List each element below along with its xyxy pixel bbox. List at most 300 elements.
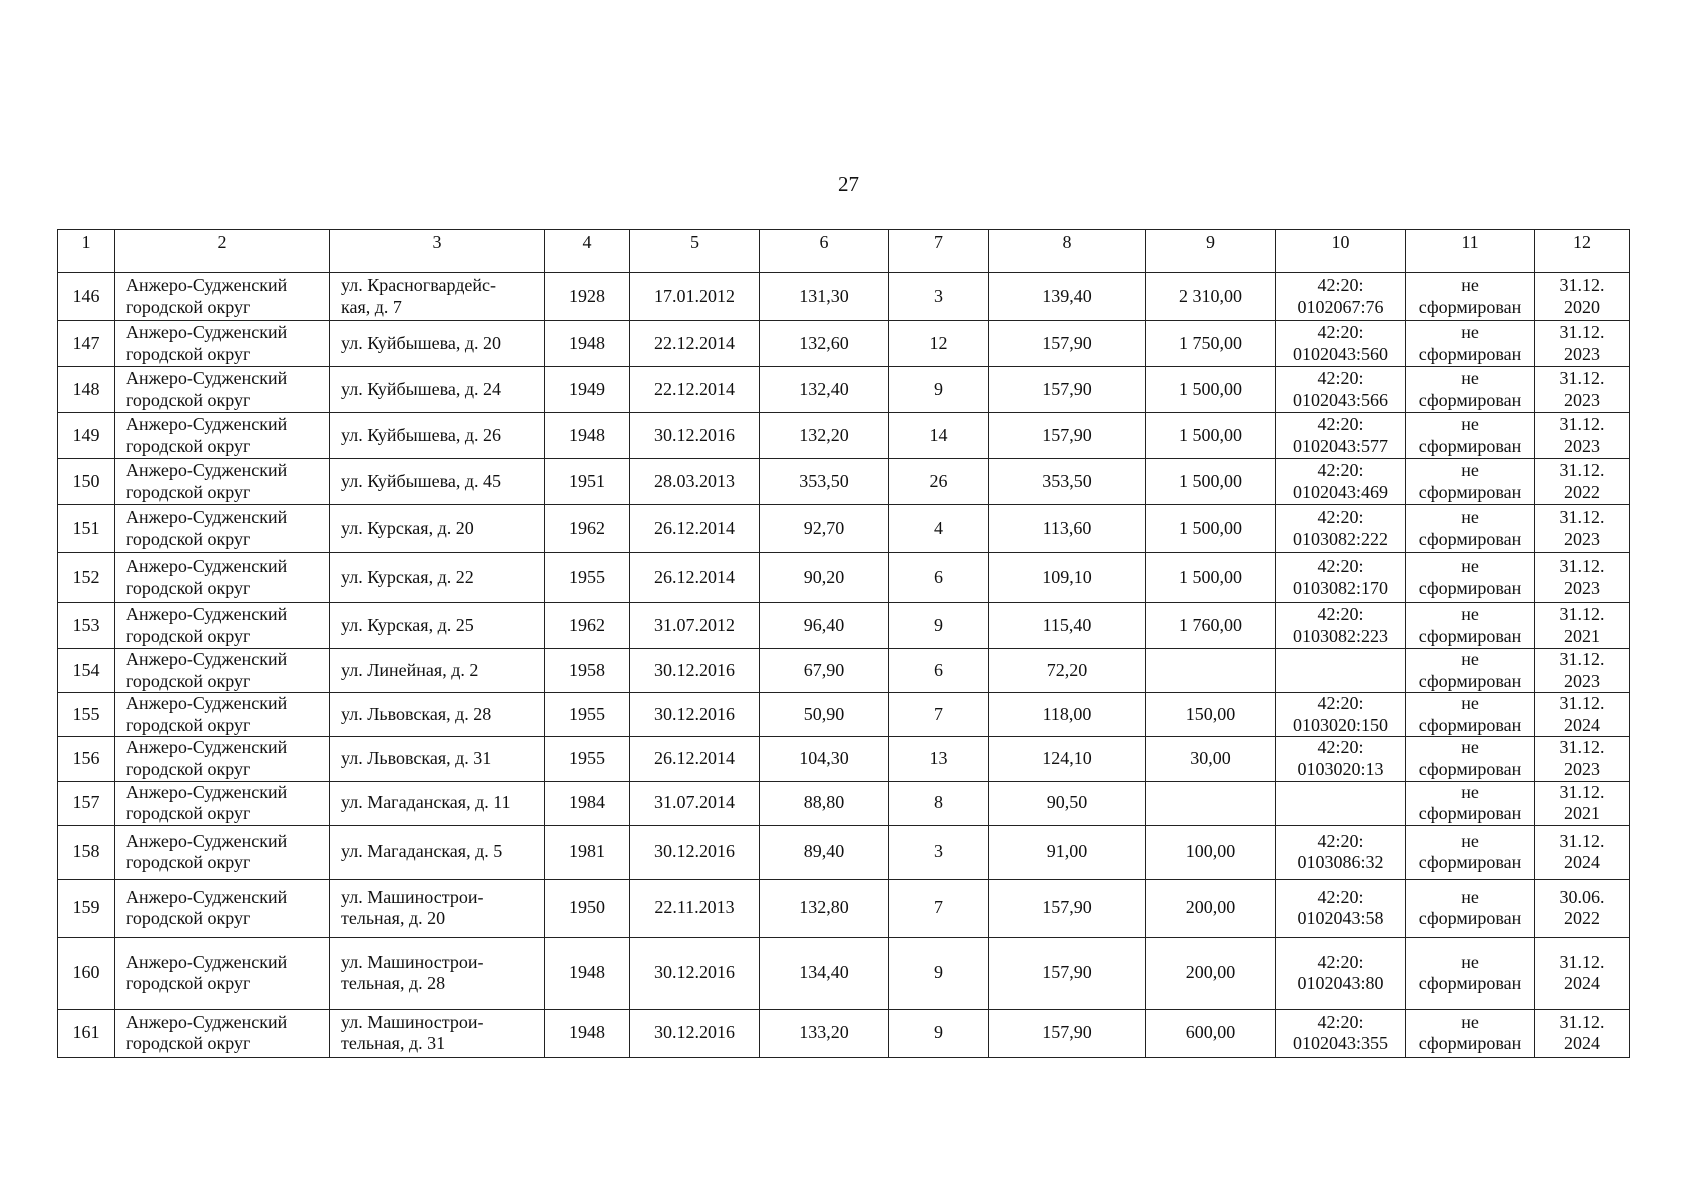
- address-cell: [330, 737, 545, 781]
- row-number-cell: [58, 937, 115, 1009]
- area-cell-line: 353,50: [799, 470, 849, 491]
- table-row: [58, 649, 1630, 693]
- total-area-cell-line: 157,90: [1042, 332, 1092, 353]
- date-cell: [630, 649, 760, 693]
- land-area-cell-line: 1 760,00: [1179, 614, 1242, 635]
- cadastral-cell-line: 42:20:: [1317, 737, 1364, 758]
- municipality-cell-line: Анжеро-Судженский: [126, 781, 288, 802]
- area-cell-line: 50,90: [803, 703, 845, 724]
- area-cell: [760, 321, 889, 367]
- row-number-cell-line: 158: [72, 841, 100, 862]
- row-number-cell-line: 161: [72, 1022, 100, 1043]
- municipality-cell-line: Анжеро-Судженский: [126, 1011, 288, 1032]
- residents-cell: [889, 693, 989, 737]
- year-cell-line: 1962: [569, 517, 605, 538]
- residents-cell-line: 14: [929, 424, 948, 445]
- municipality-cell-line: Анжеро-Судженский: [126, 693, 288, 714]
- land-area-cell-line: 1 750,00: [1179, 332, 1242, 353]
- municipality-cell-line: Анжеро-Судженский: [126, 459, 288, 480]
- municipality-cell-line: городской округ: [126, 577, 251, 598]
- cadastral-cell-line: 0102043:80: [1297, 973, 1384, 994]
- area-cell-line: 88,80: [803, 792, 845, 813]
- total-area-cell-line: 124,10: [1042, 748, 1092, 769]
- address-cell-line: ул. Линейная, д. 2: [341, 659, 479, 680]
- table-row: [58, 937, 1630, 1009]
- deadline-cell-line: 2023: [1564, 670, 1600, 691]
- date-cell: [630, 737, 760, 781]
- year-cell: [545, 367, 630, 413]
- cadastral-cell: [1276, 553, 1406, 603]
- deadline-cell-line: 31.12.: [1559, 737, 1605, 758]
- municipality-cell: [115, 505, 330, 553]
- year-cell: [545, 413, 630, 459]
- table-row: [58, 1009, 1630, 1057]
- column-header: 6: [760, 230, 889, 273]
- municipality-cell: [115, 273, 330, 321]
- municipality-cell: [115, 413, 330, 459]
- municipality-cell-line: Анжеро-Судженский: [126, 413, 288, 434]
- column-header: 11: [1406, 230, 1535, 273]
- column-header: 4: [545, 230, 630, 273]
- municipality-cell-line: городской округ: [126, 343, 251, 364]
- cadastral-cell: [1276, 321, 1406, 367]
- year-cell: [545, 937, 630, 1009]
- date-cell: [630, 553, 760, 603]
- municipality-cell: [115, 553, 330, 603]
- cadastral-cell: [1276, 879, 1406, 937]
- row-number-cell-line: 146: [72, 285, 100, 306]
- date-cell: [630, 693, 760, 737]
- land-area-cell: [1146, 693, 1276, 737]
- area-cell-line: 67,90: [803, 659, 845, 680]
- status-cell: [1406, 321, 1535, 367]
- municipality-cell-line: городской округ: [126, 481, 251, 502]
- column-header: 7: [889, 230, 989, 273]
- column-header: 9: [1146, 230, 1276, 273]
- total-area-cell-line: 113,60: [1042, 517, 1092, 538]
- status-cell-line: сформирован: [1418, 973, 1522, 994]
- status-cell-line: не: [1461, 603, 1479, 624]
- cadastral-cell-line: 42:20:: [1317, 951, 1364, 972]
- residents-cell-line: 6: [934, 659, 943, 680]
- residents-cell-line: 26: [929, 470, 948, 491]
- status-cell-line: не: [1461, 781, 1479, 802]
- cadastral-cell: [1276, 413, 1406, 459]
- land-area-cell-line: 1 500,00: [1179, 424, 1242, 445]
- date-cell-line: 31.07.2014: [654, 792, 735, 813]
- cadastral-cell: [1276, 737, 1406, 781]
- cadastral-cell-line: 42:20:: [1317, 506, 1364, 527]
- status-cell: [1406, 505, 1535, 553]
- date-cell-line: 26.12.2014: [654, 566, 735, 587]
- deadline-cell-line: 31.12.: [1559, 459, 1605, 480]
- deadline-cell-line: 2020: [1564, 296, 1600, 317]
- land-area-cell-line: 100,00: [1185, 841, 1236, 862]
- date-cell-line: 17.01.2012: [654, 285, 735, 306]
- deadline-cell: [1535, 1009, 1630, 1057]
- deadline-cell-line: 31.12.: [1559, 413, 1605, 434]
- date-cell: [630, 879, 760, 937]
- address-cell: [330, 321, 545, 367]
- status-cell-line: сформирован: [1418, 670, 1522, 691]
- area-cell: [760, 1009, 889, 1057]
- total-area-cell-line: 118,00: [1042, 703, 1092, 724]
- address-cell: [330, 825, 545, 879]
- row-number-cell-line: 157: [72, 792, 100, 813]
- date-cell-line: 30.12.2016: [654, 1022, 735, 1043]
- total-area-cell: [989, 649, 1146, 693]
- municipality-cell: [115, 693, 330, 737]
- date-cell: [630, 825, 760, 879]
- cadastral-cell-line: 0103086:32: [1297, 852, 1384, 873]
- status-cell: [1406, 273, 1535, 321]
- deadline-cell: [1535, 603, 1630, 649]
- date-cell-line: 22.12.2014: [654, 378, 735, 399]
- municipality-cell: [115, 1009, 330, 1057]
- status-cell-line: не: [1461, 693, 1479, 714]
- municipality-cell-line: городской округ: [126, 296, 251, 317]
- address-cell-line: ул. Куйбышева, д. 26: [341, 424, 501, 445]
- area-cell: [760, 505, 889, 553]
- date-cell: [630, 1009, 760, 1057]
- total-area-cell: [989, 737, 1146, 781]
- municipality-cell-line: Анжеро-Судженский: [126, 737, 288, 758]
- deadline-cell: [1535, 321, 1630, 367]
- row-number-cell: [58, 273, 115, 321]
- year-cell-line: 1948: [569, 1022, 605, 1043]
- status-cell: [1406, 781, 1535, 825]
- row-number-cell-line: 152: [72, 566, 100, 587]
- row-number-cell-line: 154: [72, 659, 100, 680]
- residents-cell-line: 8: [934, 792, 943, 813]
- land-area-cell-line: 200,00: [1185, 897, 1236, 918]
- residents-cell-line: 12: [929, 332, 948, 353]
- total-area-cell: [989, 553, 1146, 603]
- date-cell-line: 30.12.2016: [654, 424, 735, 445]
- total-area-cell-line: 157,90: [1042, 897, 1092, 918]
- address-cell-line: ул. Куйбышева, д. 24: [341, 378, 501, 399]
- year-cell-line: 1955: [569, 703, 605, 724]
- year-cell-line: 1928: [569, 285, 605, 306]
- residents-cell: [889, 879, 989, 937]
- status-cell: [1406, 937, 1535, 1009]
- cadastral-cell-line: 42:20:: [1317, 830, 1364, 851]
- deadline-cell-line: 2023: [1564, 343, 1600, 364]
- land-area-cell: [1146, 781, 1276, 825]
- area-cell: [760, 603, 889, 649]
- municipality-cell-line: городской округ: [126, 389, 251, 410]
- date-cell: [630, 413, 760, 459]
- date-cell-line: 30.12.2016: [654, 841, 735, 862]
- address-cell: [330, 413, 545, 459]
- municipality-cell-line: городской округ: [126, 852, 251, 873]
- date-cell: [630, 781, 760, 825]
- municipality-cell: [115, 879, 330, 937]
- status-cell-line: сформирован: [1418, 803, 1522, 824]
- address-cell-line: ул. Магаданская, д. 5: [341, 841, 503, 862]
- status-cell: [1406, 459, 1535, 505]
- cadastral-cell-line: 42:20:: [1317, 1011, 1364, 1032]
- area-cell: [760, 737, 889, 781]
- land-area-cell-line: 150,00: [1185, 703, 1236, 724]
- cadastral-cell-line: 0103082:222: [1292, 528, 1388, 549]
- page-number: 27: [838, 172, 859, 196]
- table-row: [58, 367, 1630, 413]
- residents-cell: [889, 505, 989, 553]
- municipality-cell: [115, 603, 330, 649]
- residents-cell-line: 3: [934, 841, 943, 862]
- cadastral-cell-line: 0103082:170: [1292, 577, 1388, 598]
- residents-cell: [889, 321, 989, 367]
- address-cell: [330, 649, 545, 693]
- address-cell-line: ул. Машинострои-: [341, 886, 484, 907]
- address-cell-line: ул. Курская, д. 22: [341, 566, 474, 587]
- deadline-cell-line: 31.12.: [1559, 1011, 1605, 1032]
- cadastral-cell-line: 42:20:: [1317, 555, 1364, 576]
- year-cell: [545, 737, 630, 781]
- area-cell: [760, 693, 889, 737]
- total-area-cell: [989, 937, 1146, 1009]
- land-area-cell: [1146, 649, 1276, 693]
- address-cell-line: ул. Курская, д. 20: [341, 517, 474, 538]
- column-header: 2: [115, 230, 330, 273]
- table-row: [58, 693, 1630, 737]
- year-cell: [545, 879, 630, 937]
- status-cell: [1406, 693, 1535, 737]
- area-cell-line: 104,30: [799, 748, 849, 769]
- row-number-cell: [58, 825, 115, 879]
- residents-cell: [889, 273, 989, 321]
- row-number-cell-line: 153: [72, 614, 100, 635]
- cadastral-cell-line: 0102043:58: [1297, 908, 1384, 929]
- area-cell-line: 133,20: [799, 1022, 849, 1043]
- land-area-cell: [1146, 879, 1276, 937]
- deadline-cell: [1535, 367, 1630, 413]
- address-cell: [330, 781, 545, 825]
- municipality-cell-line: Анжеро-Судженский: [126, 603, 288, 624]
- cadastral-cell-line: 0102043:355: [1292, 1033, 1388, 1054]
- area-cell-line: 89,40: [803, 841, 845, 862]
- total-area-cell: [989, 603, 1146, 649]
- residents-cell: [889, 937, 989, 1009]
- status-cell-line: сформирован: [1418, 435, 1522, 456]
- total-area-cell-line: 157,90: [1042, 962, 1092, 983]
- table-row: [58, 413, 1630, 459]
- column-header: 8: [989, 230, 1146, 273]
- year-cell: [545, 273, 630, 321]
- area-cell: [760, 879, 889, 937]
- address-cell-line: ул. Куйбышева, д. 20: [341, 332, 501, 353]
- deadline-cell: [1535, 693, 1630, 737]
- table-row: [58, 825, 1630, 879]
- land-area-cell: [1146, 737, 1276, 781]
- total-area-cell-line: 157,90: [1042, 378, 1092, 399]
- status-cell-line: сформирован: [1418, 758, 1522, 779]
- total-area-cell-line: 72,20: [1046, 659, 1088, 680]
- municipality-cell-line: Анжеро-Судженский: [126, 649, 288, 669]
- total-area-cell: [989, 459, 1146, 505]
- cadastral-cell-line: 0102043:566: [1292, 389, 1388, 410]
- cadastral-cell-line: 42:20:: [1317, 603, 1364, 624]
- residents-cell-line: 13: [929, 748, 948, 769]
- deadline-cell-line: 2024: [1564, 1033, 1600, 1054]
- row-number-cell: [58, 1009, 115, 1057]
- total-area-cell: [989, 413, 1146, 459]
- row-number-cell-line: 148: [72, 378, 100, 399]
- status-cell-line: сформирован: [1418, 528, 1522, 549]
- date-cell-line: 22.12.2014: [654, 332, 735, 353]
- year-cell-line: 1984: [569, 792, 605, 813]
- year-cell-line: 1951: [569, 470, 605, 491]
- cadastral-cell-line: 0102043:577: [1292, 435, 1388, 456]
- cadastral-cell-line: 42:20:: [1317, 459, 1364, 480]
- year-cell-line: 1948: [569, 424, 605, 445]
- land-area-cell: [1146, 367, 1276, 413]
- total-area-cell: [989, 825, 1146, 879]
- area-cell-line: 134,40: [799, 962, 849, 983]
- residents-cell-line: 9: [934, 614, 943, 635]
- date-cell: [630, 505, 760, 553]
- deadline-cell-line: 31.12.: [1559, 693, 1605, 714]
- municipality-cell-line: Анжеро-Судженский: [126, 951, 288, 972]
- residents-cell-line: 9: [934, 962, 943, 983]
- date-cell-line: 26.12.2014: [654, 517, 735, 538]
- residents-cell-line: 3: [934, 285, 943, 306]
- area-cell: [760, 937, 889, 1009]
- status-cell-line: сформирован: [1418, 1033, 1522, 1054]
- date-cell-line: 28.03.2013: [654, 470, 735, 491]
- table-row: [58, 879, 1630, 937]
- address-cell-line: ул. Курская, д. 25: [341, 614, 474, 635]
- cadastral-cell: [1276, 649, 1406, 693]
- column-header: 3: [330, 230, 545, 273]
- total-area-cell: [989, 505, 1146, 553]
- address-cell-line: ул. Магаданская, д. 11: [341, 792, 511, 813]
- residents-cell: [889, 781, 989, 825]
- cadastral-cell-line: 42:20:: [1317, 274, 1364, 295]
- land-area-cell-line: 30,00: [1190, 748, 1231, 769]
- status-cell-line: не: [1461, 951, 1479, 972]
- municipality-cell-line: Анжеро-Судженский: [126, 506, 288, 527]
- deadline-cell-line: 2022: [1564, 908, 1600, 929]
- deadline-cell-line: 30.06.: [1559, 886, 1605, 907]
- cadastral-cell: [1276, 825, 1406, 879]
- date-cell-line: 30.12.2016: [654, 659, 735, 680]
- cadastral-cell: [1276, 505, 1406, 553]
- year-cell-line: 1955: [569, 748, 605, 769]
- column-header: 12: [1535, 230, 1630, 273]
- area-cell: [760, 459, 889, 505]
- address-cell: [330, 367, 545, 413]
- row-number-cell-line: 160: [72, 962, 100, 983]
- area-cell: [760, 367, 889, 413]
- address-cell: [330, 1009, 545, 1057]
- status-cell-line: не: [1461, 274, 1479, 295]
- status-cell-line: сформирован: [1418, 625, 1522, 646]
- status-cell-line: сформирован: [1418, 714, 1522, 735]
- area-cell-line: 132,20: [799, 424, 849, 445]
- cadastral-cell: [1276, 367, 1406, 413]
- address-cell-line: ул. Куйбышева, д. 45: [341, 470, 501, 491]
- address-cell-line: кая, д. 7: [341, 296, 402, 317]
- cadastral-cell-line: 0102043:469: [1292, 481, 1388, 502]
- municipality-cell: [115, 649, 330, 693]
- residents-cell: [889, 649, 989, 693]
- deadline-cell: [1535, 413, 1630, 459]
- status-cell: [1406, 825, 1535, 879]
- status-cell-line: сформирован: [1418, 481, 1522, 502]
- municipality-cell-line: городской округ: [126, 973, 251, 994]
- row-number-cell: [58, 693, 115, 737]
- year-cell-line: 1962: [569, 614, 605, 635]
- row-number-cell-line: 155: [72, 703, 100, 724]
- land-area-cell-line: 1 500,00: [1179, 566, 1242, 587]
- cadastral-cell-line: 0103082:223: [1292, 625, 1388, 646]
- column-header: 5: [630, 230, 760, 273]
- row-number-cell: [58, 505, 115, 553]
- area-cell: [760, 825, 889, 879]
- deadline-cell-line: 31.12.: [1559, 274, 1605, 295]
- status-cell: [1406, 737, 1535, 781]
- total-area-cell-line: 91,00: [1046, 841, 1088, 862]
- address-cell-line: ул. Машинострои-: [341, 1011, 484, 1032]
- address-cell-line: ул. Красногвардейс-: [341, 274, 496, 295]
- land-area-cell: [1146, 825, 1276, 879]
- status-cell-line: не: [1461, 555, 1479, 576]
- municipality-cell-line: городской округ: [126, 435, 251, 456]
- deadline-cell: [1535, 879, 1630, 937]
- row-number-cell: [58, 879, 115, 937]
- land-area-cell: [1146, 413, 1276, 459]
- total-area-cell-line: 139,40: [1042, 285, 1092, 306]
- deadline-cell-line: 31.12.: [1559, 830, 1605, 851]
- area-cell: [760, 273, 889, 321]
- deadline-cell: [1535, 649, 1630, 693]
- deadline-cell-line: 2023: [1564, 577, 1600, 598]
- area-cell-line: 131,30: [799, 285, 849, 306]
- total-area-cell: [989, 879, 1146, 937]
- deadline-cell-line: 2021: [1564, 803, 1600, 824]
- municipality-cell: [115, 459, 330, 505]
- deadline-cell: [1535, 459, 1630, 505]
- status-cell-line: не: [1461, 459, 1479, 480]
- residents-cell-line: 7: [934, 703, 943, 724]
- area-cell-line: 92,70: [803, 517, 845, 538]
- municipality-cell: [115, 737, 330, 781]
- area-cell-line: 90,20: [803, 566, 845, 587]
- municipality-cell: [115, 367, 330, 413]
- cadastral-cell: [1276, 1009, 1406, 1057]
- row-number-cell-line: 151: [72, 517, 100, 538]
- cadastral-cell-line: 0102067:76: [1297, 296, 1384, 317]
- address-cell-line: тельная, д. 31: [341, 1033, 446, 1054]
- total-area-cell-line: 109,10: [1042, 566, 1092, 587]
- deadline-cell: [1535, 553, 1630, 603]
- status-cell-line: не: [1461, 830, 1479, 851]
- table-row: [58, 273, 1630, 321]
- deadline-cell-line: 2023: [1564, 758, 1600, 779]
- land-area-cell: [1146, 273, 1276, 321]
- residents-cell: [889, 367, 989, 413]
- land-area-cell-line: 1 500,00: [1179, 470, 1242, 491]
- status-cell: [1406, 879, 1535, 937]
- municipality-cell-line: городской округ: [126, 670, 251, 691]
- date-cell-line: 30.12.2016: [654, 962, 735, 983]
- total-area-cell-line: 353,50: [1042, 470, 1092, 491]
- date-cell: [630, 321, 760, 367]
- residents-cell-line: 4: [934, 517, 943, 538]
- status-cell-line: сформирован: [1418, 908, 1522, 929]
